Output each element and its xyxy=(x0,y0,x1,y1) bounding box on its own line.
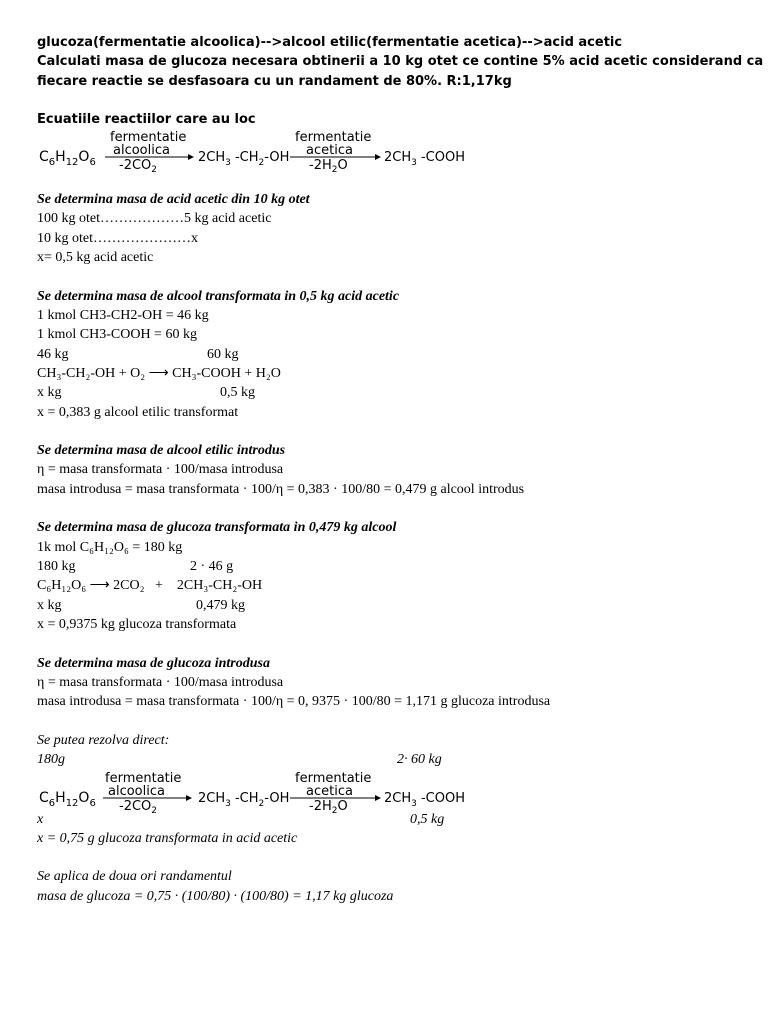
section4-heading: Se determina masa de glucoza transformata in 0,479 kg alcool xyxy=(37,520,397,535)
arrow2-top-label-2: acetica xyxy=(306,143,353,158)
section5-heading: Se determina masa de glucoza introdusa xyxy=(37,656,270,671)
scheme-reactant: $C_6H_{12}O_6$ xyxy=(39,149,96,168)
scheme2-arrow1-top-label-1: fermentatie xyxy=(105,771,182,786)
section3-line-2: masa introdusa = masa transformata · 100/η = 0,383 · 100/80 = 0,479 g alcool introdus xyxy=(37,482,525,497)
arrow2-top-label-1: fermentatie xyxy=(295,130,372,145)
section3-line-1: η = masa transformata · 100/masa introdusa xyxy=(37,462,284,477)
section2-line-2: 1 kmol CH3-COOH = 60 kg xyxy=(37,327,197,342)
scheme2-arrow2-top-label-1: fermentatie xyxy=(295,771,372,786)
section1-heading: Se determina masa de acid acetic din 10 kg otet xyxy=(37,192,310,207)
section4-line-2b: 2 · 46 g xyxy=(190,559,234,574)
scheme2-product: $2CH_3$ -COOH xyxy=(384,791,465,809)
section4-line-2a: 180 kg xyxy=(37,559,76,574)
section2-equation: CH₃-CH₂-OH + O₂ ⟶ CH₃-COOH + H₂O xyxy=(37,366,281,381)
section1-line-3: x= 0,5 kg acid acetic xyxy=(37,250,154,265)
section6-line-3a: x xyxy=(37,812,44,827)
problem-line-2: Calculati masa de glucoza necesara obtinerii a 10 kg otet ce contine 5% acid acetic considerand ca xyxy=(37,54,764,69)
section2-result: x = 0,383 g alcool etilic transformat xyxy=(37,405,239,420)
arrow1-bottom-label: $-2CO_2$ xyxy=(119,158,158,172)
section4-line-1: 1k mol C₆H₁₂O₆ = 180 kg xyxy=(37,540,183,555)
section2-line-3b: 60 kg xyxy=(207,347,239,362)
section2-heading: Se determina masa de alcool transformata in 0,5 kg acid acetic xyxy=(37,289,400,304)
section6-result: x = 0,75 g glucoza transformata in acid acetic xyxy=(37,831,298,846)
section6-line-1: Se putea rezolva direct: xyxy=(37,733,170,748)
scheme2-arrow2-bottom-label: $-2H_2O$ xyxy=(309,799,348,813)
section7-line-2: masa de glucoza = 0,75 · (100/80) · (100/80) = 1,17 kg glucoza xyxy=(37,889,394,904)
section4-line-4b: 0,479 kg xyxy=(196,598,245,613)
section2-line-3a: 46 kg xyxy=(37,347,69,362)
arrow2-head-icon xyxy=(375,154,381,160)
section1-line-1: 100 kg otet………………5 kg acid acetic xyxy=(37,211,272,226)
section6-line-2a: 180g xyxy=(37,752,65,767)
arrow1-top-label-2: alcoolica xyxy=(113,143,170,158)
problem-line-3: fiecare reactie se desfasoara cu un randament de 80%. R:1,17kg xyxy=(37,74,512,89)
section1-line-2: 10 kg otet…………………x xyxy=(37,231,198,246)
section4-line-4a: x kg xyxy=(37,598,62,613)
scheme2-arrow1-head-icon xyxy=(186,795,192,801)
section5-line-2: masa introdusa = masa transformata · 100/η = 0, 9375 · 100/80 = 1,171 g glucoza introdusa xyxy=(37,694,551,709)
reaction-scheme-1 xyxy=(37,126,497,172)
scheme2-arrow2-head-icon xyxy=(375,795,381,801)
problem-line-1: glucoza(fermentatie alcoolica)-->alcool etilic(fermentatie acetica)-->acid acetic xyxy=(37,35,623,50)
section2-line-1: 1 kmol CH3-CH2-OH = 46 kg xyxy=(37,308,209,323)
section2-line-5b: 0,5 kg xyxy=(220,385,255,400)
section2-line-5a: x kg xyxy=(37,385,62,400)
arrow2-bottom-label: $-2H_2O$ xyxy=(309,158,348,172)
section7-line-1: Se aplica de doua ori randamentul xyxy=(37,869,232,884)
section6-line-2b: 2· 60 kg xyxy=(397,752,442,767)
scheme2-arrow1-bottom-label: $-2CO_2$ xyxy=(119,799,158,813)
reaction-scheme-2 xyxy=(37,767,497,813)
scheme2-reactant: $C_6H_{12}O_6$ xyxy=(39,790,96,809)
section6-line-3b: 0,5 kg xyxy=(410,812,445,827)
arrow1-head-icon xyxy=(188,154,194,160)
scheme2-intermediate: $2CH_3$ $-CH_2-OH$ xyxy=(198,791,290,809)
scheme2-arrow1-top-label-2: alcoolica xyxy=(108,784,165,799)
scheme-product: $2CH_3$ -COOH xyxy=(384,150,465,168)
section4-result: x = 0,9375 kg glucoza transformata xyxy=(37,617,237,632)
arrow1-top-label-1: fermentatie xyxy=(110,130,187,145)
section5-line-1: η = masa transformata · 100/masa introdusa xyxy=(37,675,284,690)
equations-heading: Ecuatiile reactiilor care au loc xyxy=(37,112,256,127)
section4-equation: C₆H₁₂O₆ ⟶ 2CO₂ + 2CH₃-CH₂-OH xyxy=(37,578,263,593)
scheme-intermediate: $2CH_3$ $-CH_2-OH$ xyxy=(198,150,290,168)
section3-heading: Se determina masa de alcool etilic introdus xyxy=(37,443,286,458)
scheme2-arrow2-top-label-2: acetica xyxy=(306,784,353,799)
